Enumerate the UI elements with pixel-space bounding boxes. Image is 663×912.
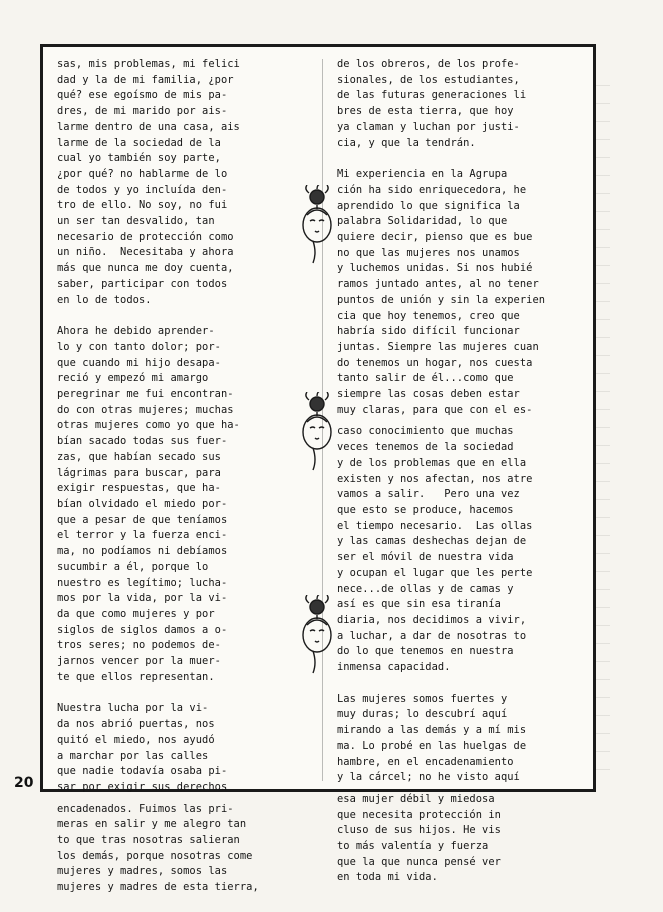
right-paragraph-5: esa mujer débil y miedosa que necesita protección in cluso de sus hijos. He vis to más valentía y fuerza que la que nunca pensé ver en toda mi vida. xyxy=(337,792,501,884)
left-paragraph-1: sas, mis problemas, mi felici dad y la de mi familia, ¿por qué? ese egoísmo de mis pa- dres, de mi marido por ais- larme dentro de una casa, ais larme de la sociedad de la cual yo también soy parte, ¿por qué? no hablarme de lo de todos y yo incluída den- tro de ello. No soy, no fui un ser tan desvalido, tan necesario de protección como un niño. Necesitaba y ahora más que nunca me doy cuenta, saber, participar con todos en lo de todos. xyxy=(57,58,240,306)
right-paragraph-4: Las mujeres somos fuertes y muy duras; lo descubrí aquí mirando a las demás y a mí mis ma. Lo probé en las huelgas de hambre, en el encadenamiento y la cárcel; no he visto aquí xyxy=(337,692,527,784)
left-column xyxy=(57,57,299,912)
woman-flower-emblem-icon xyxy=(295,595,339,675)
right-paragraph-3: caso conocimiento que muchas veces tenemos de la sociedad y de los problemas que en ella existen y nos afectan, nos atre vamos a salir. Pero una vez que esto se produce, hacemos el tiempo necesario. Las ollas y las camas deshechas dejan de ser el móvil de nuestra vida y ocupan el lugar que les perte nece...de ollas y de camas y así es que sin esa tiranía diaria, nos decidimos a vivir, a luchar, a dar de nosotras to do lo que tenemos en nuestra inmensa capacidad. xyxy=(337,425,533,674)
right-paragraph-1: de los obreros, de los profe- sionales, de los estudiantes, de las futuras generaciones li bres de esta tierra, que hoy ya claman y luchan por justi- cia, y que la tendrán. xyxy=(337,58,527,149)
right-paragraph-2: Mi experiencia en la Agrupa ción ha sido enriquecedora, he aprendido lo que significa la palabra Solidaridad, lo que quiere decir, pienso que es bue no que las mujeres nos unamos y luchemos unidas. Si nos hubié ramos juntado antes, al no tener puntos de unión y sin la experien cia que hoy tenemos, creo que habría sido difícil funcionar juntas. Siempre las mujeres cuan do tenemos un hogar, nos cuesta tanto salir de él...como que siempre las cosas deben estar muy claras, para que con el es- xyxy=(337,168,546,416)
woman-flower-emblem-icon xyxy=(295,392,339,472)
left-paragraph-4: encadenados. Fuimos las pri- meras en salir y me alegro tan to que tras nosotras salieran los demás, porque nosotras come mujeres y madres, somos las mujeres y madres de esta tierra, xyxy=(57,802,259,894)
woman-flower-emblem-icon xyxy=(295,185,339,265)
left-paragraph-2: Ahora he debido aprender- lo y con tanto dolor; por- que cuando mi hijo desapa- reció y empezó mi amargo peregrinar me fui encontran- do con otras mujeres; muchas otras mujeres como yo que ha- bían sacado todas sus fuer- zas, que habían secado sus lágrimas para buscar, para exigir respuestas, que ha- bían olvidado el miedo por- que a pesar de que teníamos el terror y la fuerza enci- ma, no podíamos ni debíamos sucumbir a él, porque lo nuestro es legítimo; lucha- mos por la vida, por la vi- da que como mujeres y por siglos de siglos damos a o- tros seres; no podemos de- jarnos vencer por la muer- te que ellos representan. xyxy=(57,325,240,683)
page-frame xyxy=(40,44,596,894)
left-paragraph-3: Nuestra lucha por la vi- da nos abrió puertas, nos quitó el miedo, nos ayudó a marchar por las calles que nadie todavía osaba pi- sar por exigir sus derechos xyxy=(57,702,228,793)
page-number: 20 xyxy=(14,775,34,791)
right-column xyxy=(337,57,581,902)
